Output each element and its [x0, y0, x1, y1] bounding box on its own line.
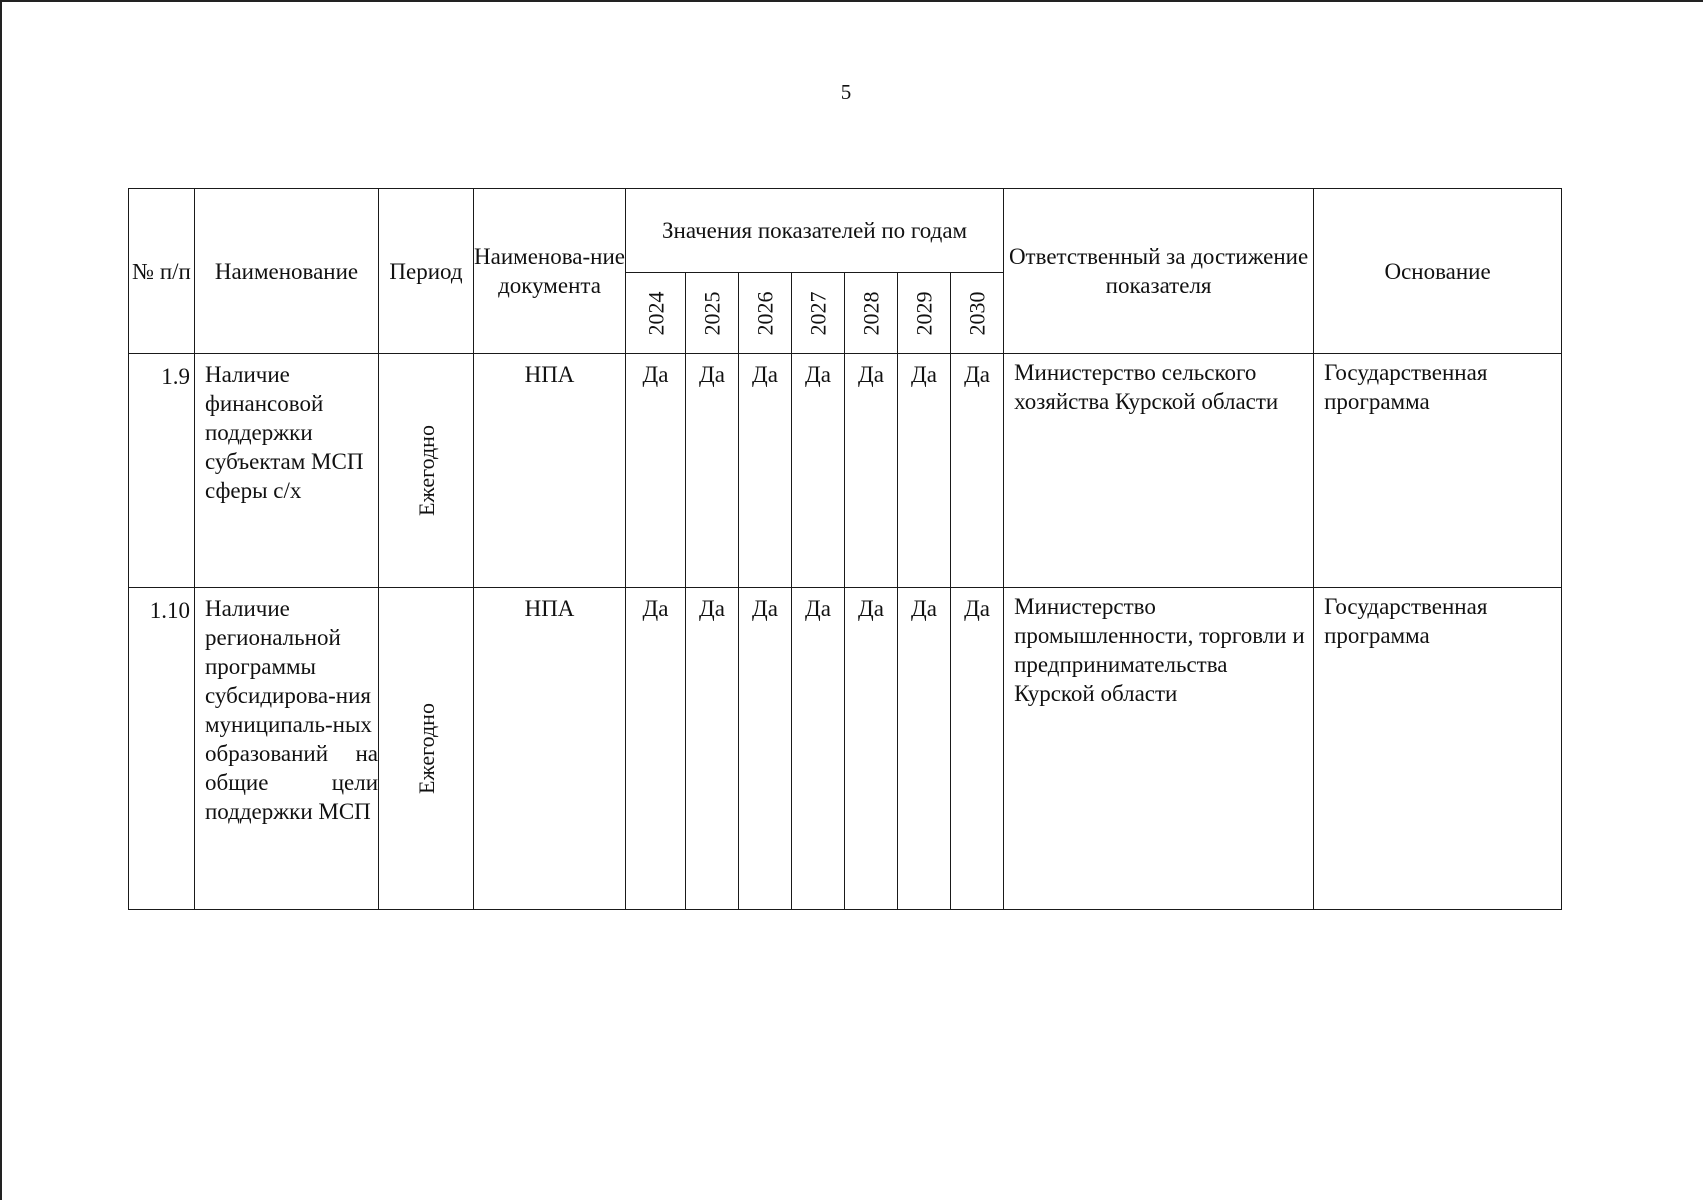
document-cell: НПА: [474, 354, 626, 588]
value-cell: Да: [845, 588, 898, 910]
header-period: Период: [379, 189, 474, 354]
scan-border-left: [0, 0, 2, 1200]
indicator-name: Наличие региональной программы субсидирова-ния муниципаль-ных образований на общие цели поддержки МСП: [195, 588, 379, 910]
header-document: Наименова-ние документа: [474, 189, 626, 354]
value-cell: Да: [792, 588, 845, 910]
header-responsible: Ответственный за достижение показателя: [1004, 189, 1314, 354]
value-cell: Да: [686, 354, 739, 588]
header-year: 2024: [626, 273, 686, 354]
value-cell: Да: [792, 354, 845, 588]
row-number: 1.9: [129, 354, 195, 588]
header-year: 2026: [739, 273, 792, 354]
value-cell: Да: [739, 354, 792, 588]
value-cell: Да: [951, 354, 1004, 588]
value-cell: Да: [951, 588, 1004, 910]
value-cell: Да: [739, 588, 792, 910]
period-cell: [379, 354, 474, 588]
header-year: 2027: [792, 273, 845, 354]
basis-cell: Государственная программа: [1314, 588, 1562, 910]
responsible-cell: Министерство промышленности, торговли и предпринимательства Курской области: [1004, 588, 1314, 910]
indicator-name: Наличие финансовой поддержки субъектам МСП сферы с/х: [195, 354, 379, 588]
value-cell: Да: [686, 588, 739, 910]
period-cell: [379, 588, 474, 910]
header-year: 2025: [686, 273, 739, 354]
header-row-top: [129, 189, 1562, 273]
value-cell: Да: [626, 354, 686, 588]
row-number: 1.10: [129, 588, 195, 910]
basis-cell: Государственная программа: [1314, 354, 1562, 588]
page-number: 5: [840, 80, 852, 104]
table-row: [129, 588, 1562, 910]
header-year: 2028: [845, 273, 898, 354]
period-text: Ежегодно: [413, 425, 439, 516]
responsible-cell: Министерство сельского хозяйства Курской области: [1004, 354, 1314, 588]
header-name: Наименование: [195, 189, 379, 354]
value-cell: Да: [626, 588, 686, 910]
value-cell: Да: [898, 588, 951, 910]
header-num: № п/п: [129, 189, 195, 354]
document-cell: НПА: [474, 588, 626, 910]
scan-border-top: [0, 0, 1703, 2]
header-values-group: Значения показателей по годам: [626, 189, 1004, 273]
period-text: Ежегодно: [413, 703, 439, 794]
value-cell: Да: [845, 354, 898, 588]
indicators-table: [128, 188, 1562, 910]
header-year: 2029: [898, 273, 951, 354]
header-year: 2030: [951, 273, 1004, 354]
header-basis: Основание: [1314, 189, 1562, 354]
table-row: [129, 354, 1562, 588]
value-cell: Да: [898, 354, 951, 588]
